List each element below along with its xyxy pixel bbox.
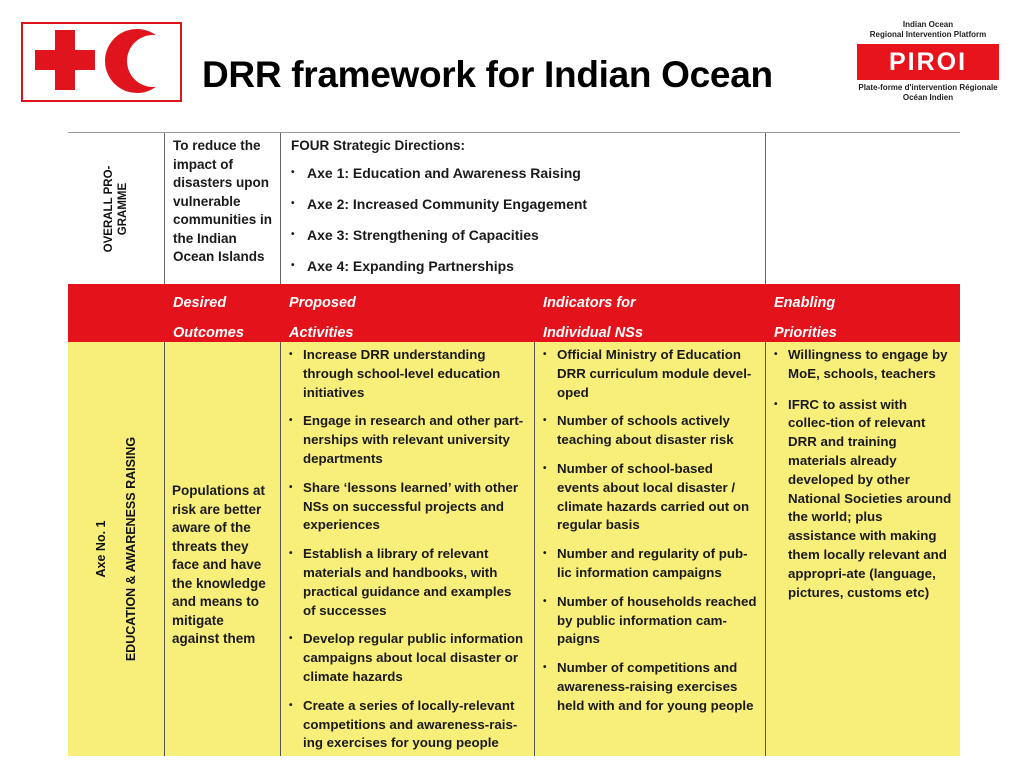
column-header-row (68, 284, 960, 342)
page-title: DRR framework for Indian Ocean (202, 54, 773, 95)
piroi-bottom-text: Plate-forme d'intervention Régionale Océan Indien (858, 83, 998, 102)
header-enabling-priorities: Enabling Priorities (774, 295, 837, 341)
desired-outcome: Populations at risk are better aware of the threats they face and have the knowledge and means to mitigate against them (165, 342, 281, 756)
programme-goal: To reduce the impact of disasters upon vulnerable communities in the Indian Ocean Islands (165, 133, 281, 285)
strategic-directions-title: FOUR Strategic Directions: (291, 138, 466, 153)
list-item: • Number of competitions and awareness-raising exercises held with and for young people (541, 659, 757, 715)
header-indicators: Indicators for Individual NSs (543, 295, 643, 341)
enabling-priorities-cell (766, 342, 960, 756)
cross-crescent-icon (23, 24, 180, 100)
proposed-activities-cell (281, 342, 535, 756)
axe-label-cell (68, 342, 165, 756)
red-cross-red-crescent-logo (21, 22, 182, 102)
direction-item: • Axe 2: Increased Community Engagement (291, 195, 757, 214)
indicators-cell (535, 342, 766, 756)
list-item: • IFRC to assist with collec-tion of relevant DRR and training materials already developed by other National Societies around the world; plus assistance with making them locally relevant and appropri-ate (language, pictures, customs etc) (772, 396, 952, 603)
axe-label: Axe No. 1 EDUCATION & AWARENESS RAISING (94, 436, 138, 662)
list-item: • Share ‘lessons learned’ with other NSs on successful projects and experiences (287, 479, 526, 535)
activities-list (281, 342, 534, 753)
axe-1-row (68, 342, 960, 756)
list-item: • Create a series of locally-relevant competitions and awareness-rais-ing exercises for young people (287, 697, 526, 753)
direction-item: • Axe 1: Education and Awareness Raising (291, 164, 757, 183)
strategic-directions-list (291, 164, 757, 276)
list-item: • Number of school-based events about local disaster / climate hazards carried out on regular basis (541, 460, 757, 535)
priorities-list (766, 342, 960, 602)
list-item: • Develop regular public information campaigns about local disaster or climate hazards (287, 630, 526, 686)
header-proposed-activities: Proposed Activities (289, 295, 356, 341)
list-item: • Establish a library of relevant materials and handbooks, with practical guidance and examples of successes (287, 545, 526, 620)
list-item: • Number of households reached by public information cam-paigns (541, 593, 757, 649)
indicators-list (535, 342, 765, 716)
direction-item: • Axe 3: Strengthening of Capacities (291, 226, 757, 245)
programme-label-cell (68, 133, 165, 285)
list-item: • Increase DRR understanding through school-level education initiatives (287, 346, 526, 402)
strategic-directions (281, 133, 766, 285)
list-item: • Official Ministry of Education DRR curriculum module devel-oped (541, 346, 757, 402)
programme-label: OVERALL PRO- GRAMME (103, 165, 129, 253)
list-item: • Number and regularity of pub-lic information campaigns (541, 545, 757, 583)
framework-table (68, 132, 960, 756)
header-blank-cell (68, 284, 165, 342)
piroi-top-text: Indian Ocean Regional Intervention Platform (869, 20, 987, 39)
overall-programme-row (68, 132, 960, 285)
piroi-badge: PIROI (857, 44, 999, 80)
programme-empty-cell (766, 133, 960, 285)
list-item: • Willingness to engage by MoE, schools, teachers (772, 346, 952, 384)
direction-item: • Axe 4: Expanding Partnerships (291, 257, 757, 276)
piroi-logo (853, 20, 1003, 120)
list-item: • Number of schools actively teaching about disaster risk (541, 412, 757, 450)
header-desired-outcomes: Desired Outcomes (173, 295, 244, 341)
list-item: • Engage in research and other part-nerships with relevant university departments (287, 412, 526, 468)
slide-header (0, 0, 1024, 130)
